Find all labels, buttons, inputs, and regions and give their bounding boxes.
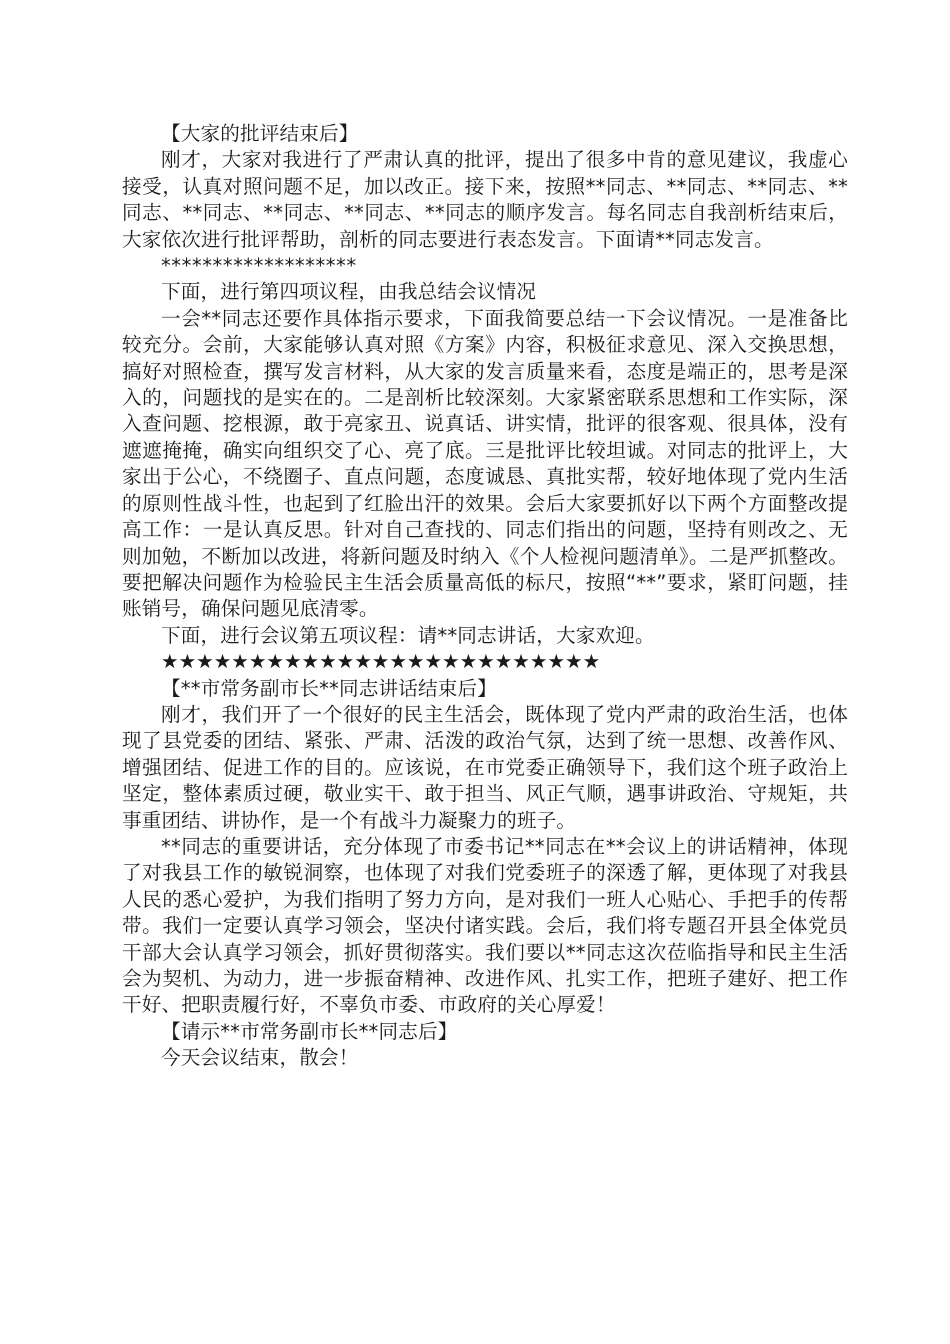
document-body [122,121,848,1072]
paragraph: 一会**同志还要作具体指示要求，下面我简要总结一下会议情况。一是准备比较充分。会前，大家能够认真对照《方案》内容，积极征求意见、深入交换思想，搞好对照检查，撰写发言材料，从大家的发言质量来看，态度是端正的，思考是深入的，问题找的是实在的。二是剖析比较深刻。大家紧密联系思想和工作实际，深入查问题、挖根源，敢于亮家丑、说真话、讲实情，批评的很客观、很具体，没有遮遮掩掩，确实向组织交了心、亮了底。三是批评比较坦诚。对同志的批评上，大家出于公心，不绕圈子、直点问题，态度诚恳、真批实帮，较好地体现了党内生活的原则性战斗性，也起到了红脸出汗的效果。会后大家要抓好以下两个方面整改提高工作：一是认真反思。针对自己查找的、同志们指出的问题，坚持有则改之、无则加勉，不断加以改进，将新问题及时纳入《个人检视问题清单》。二是严抓整改。要把解决问题作为检验民主生活会质量高低的标尺，按照“**”要求，紧盯问题，挂账销号，确保问题见底清零。 [122,306,848,621]
section-heading: 【**市常务副市长**同志讲话结束后】 [161,676,497,700]
paragraph: 刚才，我们开了一个很好的民主生活会，既体现了党内严肃的政治生活，也体现了县党委的团结、紧张、严肃、活泼的政治气氛，达到了统一思想、改善作风、增强团结、促进工作的目的。应该说，在市党委正确领导下，我们这个班子政治上坚定，整体素质过硬，敬业实干、敢于担当、风正气顺，遇事讲政治、守规矩，共事重团结、讲协作，是一个有战斗力凝聚力的班子。 [122,702,848,832]
paragraph: **同志的重要讲话，充分体现了市委书记**同志在**会议上的讲话精神，体现了对我县工作的敏锐洞察，也体现了对我们党委班子的深透了解，更体现了对我县人民的悉心爱护，为我们指明了努力方向，是对我们一班人心贴心、手把手的传帮带。我们一定要认真学习领会，坚决付诸实践。会后，我们将专题召开县全体党员干部大会认真学习领会，抓好贯彻落实。我们要以**同志这次莅临指导和民主生活会为契机、为动力，进一步振奋精神、改进作风、扎实工作，把班子建好、把工作干好、把职责履行好，不辜负市委、市政府的关心厚爱！ [122,834,848,1017]
separator: ★★★★★★★★★★★★★★★★★★★★★★★★★ [161,650,601,674]
closing-line: 今天会议结束，散会！ [161,1046,359,1070]
agenda-line: 下面，进行第四项议程，由我总结会议情况 [161,280,537,304]
section-heading: 【大家的批评结束后】 [161,122,359,145]
separator: ******************* [161,254,357,278]
paragraph: 刚才，大家对我进行了严肃认真的批评，提出了很多中肯的意见建议，我虚心接受，认真对照问题不足，加以改正。接下来，按照**同志、**同志、**同志、**同志、**同志、**同志、**同志、**同志的顺序发言。每名同志自我剖析结束后，大家依次进行批评帮助，剖析的同志要进行表态发言。下面请**同志发言。 [122,148,848,251]
agenda-line: 下面，进行会议第五项议程：请**同志讲话，大家欢迎。 [161,623,655,647]
section-heading: 【请示**市常务副市长**同志后】 [161,1019,458,1043]
